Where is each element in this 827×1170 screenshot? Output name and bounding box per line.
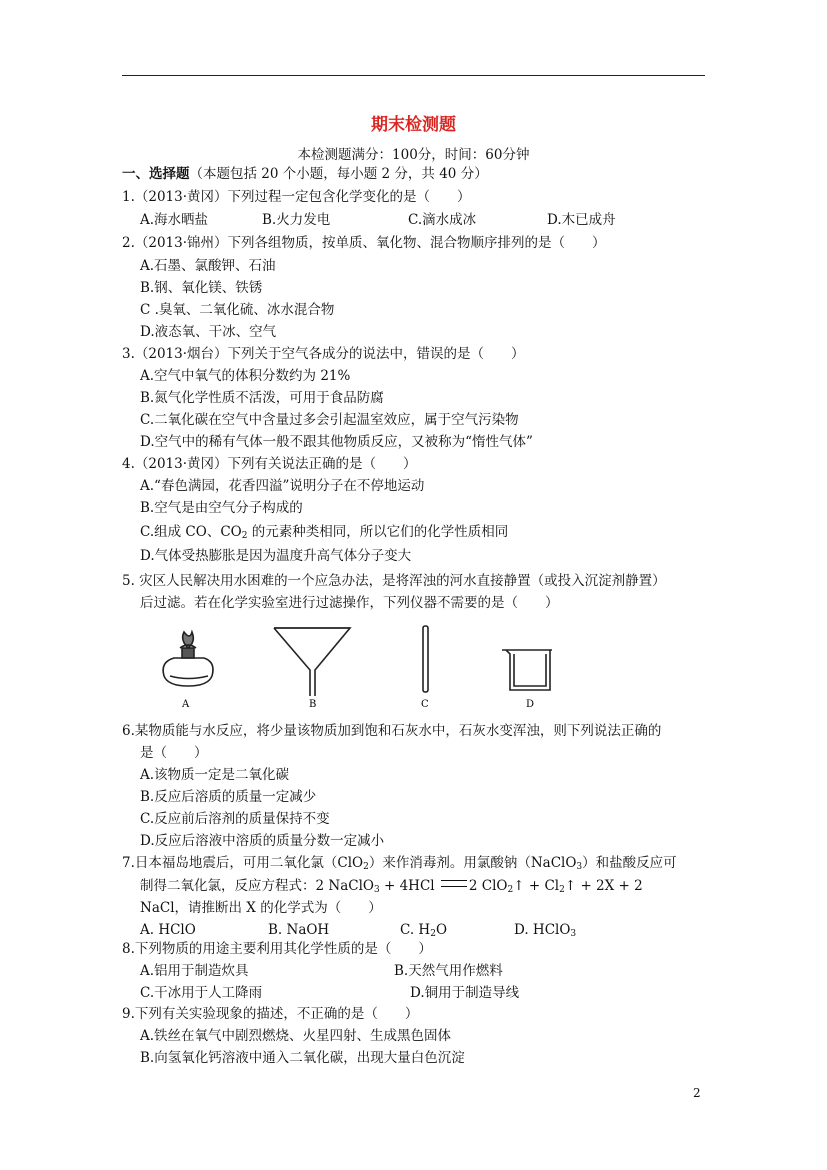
- q8-option-c: C.干冰用于人工降雨: [140, 985, 263, 1001]
- q3-option-b: B.氮气化学性质不活泼，可用于食品防腐: [140, 390, 384, 406]
- page-number: 2: [693, 1086, 701, 1100]
- q2-option-c: C .臭氧、二氧化硫、冰水混合物: [140, 302, 335, 318]
- q3-option-d: D.空气中的稀有气体一般不跟其他物质反应，又被称为“惰性气体”: [140, 434, 533, 450]
- q3-stem: 3.（2013·烟台）下列关于空气各成分的说法中，错误的是（ ）: [122, 346, 525, 362]
- q1-option-b: B.火力发电: [262, 212, 331, 228]
- q6-option-b: B.反应后溶质的质量一定减少: [140, 789, 317, 805]
- q6-stem-line1: 6.某物质能与水反应，将少量该物质加到饱和石灰水中，石灰水变浑浊，则下列说法正确的: [122, 723, 662, 739]
- q7-stem-line3: NaCl，请推断出 X 的化学式为（ ）: [140, 900, 382, 916]
- q8-option-d: D.铜用于制造导线: [410, 985, 520, 1001]
- header-rule: [122, 75, 705, 76]
- section-note: （本题包括 20 个小题，每小题 2 分，共 40 分）: [189, 166, 488, 182]
- label-d: D: [526, 699, 535, 710]
- q4-option-d: D.气体受热膨胀是因为温度升高气体分子变大: [140, 548, 412, 564]
- lab-apparatus-figure: [150, 618, 570, 710]
- q5-stem-line1: 5. 灾区人民解决用水困难的一个应急办法，是将浑浊的河水直接静置（或投入沉淀剂静置）: [122, 573, 666, 589]
- glass-rod-icon: [423, 626, 428, 692]
- q7-equation: 制得二氧化氯，反应方程式：2 NaClO$_3$ + 4HCl 2 ClO$_2$↑ + $Cl_2↑ + 2X + 2$: [140, 878, 643, 895]
- label-b: B: [309, 699, 317, 710]
- q6-option-a: A.该物质一定是二氧化碳: [140, 767, 290, 783]
- q4-option-b: B.空气是由空气分子构成的: [140, 500, 303, 516]
- q6-option-c: C.反应前后溶剂的质量保持不变: [140, 811, 330, 827]
- q7-option-d: D. HClO$_3$: [514, 922, 577, 939]
- q4-option-a: A.“春色满园，花香四溢”说明分子在不停地运动: [140, 478, 425, 494]
- label-a: A: [182, 699, 190, 710]
- q6-option-d: D.反应后溶液中溶质的质量分数一定减小: [140, 833, 385, 849]
- q6-stem-line2: 是（ ）: [140, 745, 208, 761]
- beaker-icon: [502, 650, 552, 690]
- q1-stem: 1.（2013·黄冈）下列过程一定包含化学变化的是（ ）: [122, 189, 471, 205]
- q9-option-a: A.铁丝在氧气中剧烈燃烧、火星四射、生成黑色固体: [140, 1028, 452, 1044]
- q1-option-a: A.海水晒盐: [140, 212, 209, 228]
- section-title: 一、选择题: [122, 166, 190, 182]
- equals-sign: [441, 880, 467, 887]
- q7-option-b: B. NaOH: [268, 922, 330, 938]
- q4-stem: 4.（2013·黄冈）下列有关说法正确的是（ ）: [122, 456, 417, 472]
- label-c: C: [421, 699, 429, 710]
- page-title: 期末检测题: [371, 115, 456, 135]
- q1-option-d: D.木已成舟: [547, 212, 616, 228]
- q3-option-a: A.空气中氧气的体积分数约为 21%: [140, 368, 351, 384]
- q5-stem-line2: 后过滤。若在化学实验室进行过滤操作，下列仪器不需要的是（ ）: [140, 595, 559, 611]
- q3-option-c: C.二氧化碳在空气中含量过多会引起温室效应，属于空气污染物: [140, 412, 519, 428]
- q8-stem: 8.下列物质的用途主要利用其化学性质的是（ ）: [122, 941, 432, 957]
- q1-option-c: C.滴水成冰: [408, 212, 477, 228]
- q7-stem-line1: 7.日本福岛地震后，可用二氧化氯（ClO$_2$）来作消毒剂。用氯酸钠（NaClO$_3$）和盐酸反应可: [122, 855, 677, 872]
- q2-option-a: A.石墨、氯酸钾、石油: [140, 258, 276, 274]
- q8-option-b: B.天然气用作燃料: [394, 963, 503, 979]
- q7-option-a: A. HClO: [140, 922, 196, 938]
- alcohol-lamp-icon: [163, 632, 213, 686]
- q8-option-a: A.铝用于制造炊具: [140, 963, 249, 979]
- q2-option-d: D.液态氧、干冰、空气: [140, 324, 277, 340]
- q2-stem: 2.（2013·锦州）下列各组物质，按单质、氧化物、混合物顺序排列的是（ ）: [122, 235, 606, 251]
- q7-option-c: C. $H_2O$: [400, 922, 448, 939]
- section-heading: [122, 164, 488, 184]
- q9-stem: 9.下列有关实验现象的描述，不正确的是（ ）: [122, 1006, 419, 1022]
- funnel-icon: [274, 628, 350, 696]
- q9-option-b: B.向氢氧化钙溶液中通入二氧化碳，出现大量白色沉淀: [140, 1050, 465, 1066]
- exam-info: 本检测题满分：100分，时间：60分钟: [297, 147, 530, 163]
- q2-option-b: B.钢、氧化镁、铁锈: [140, 280, 263, 296]
- q4-option-c: C.组成 CO、$CO_2$ 的元素种类相同，所以它们的化学性质相同: [140, 524, 509, 541]
